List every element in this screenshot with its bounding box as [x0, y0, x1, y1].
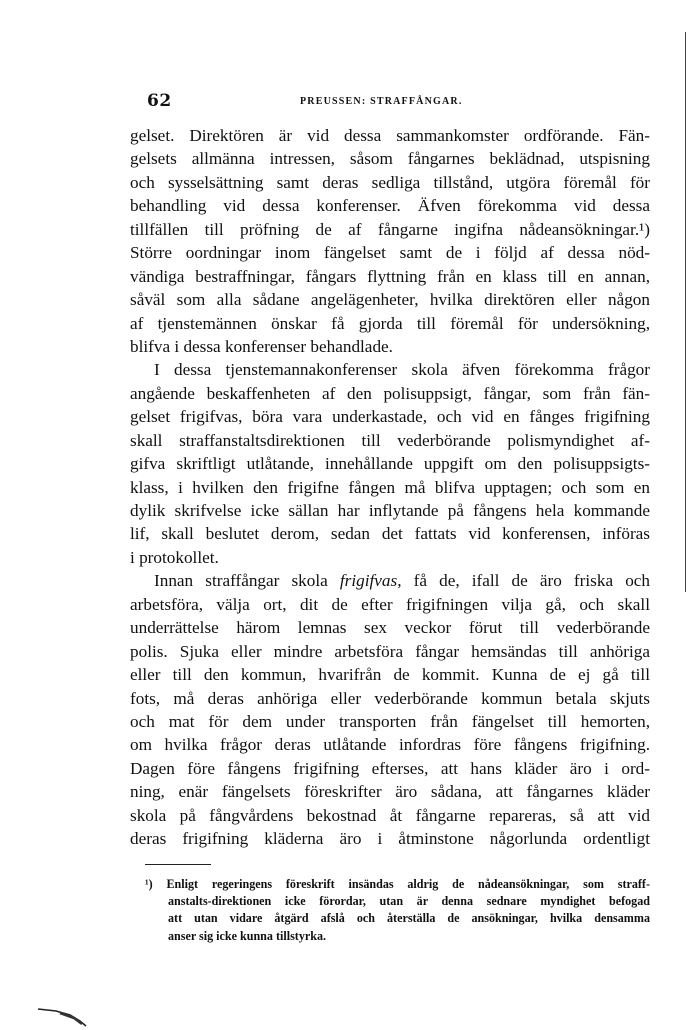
text-line: deras frigifning kläderna äro i åtminstone någorlunda ordentligt [130, 829, 650, 849]
text-line: underrättelse härom lemnas sex veckor förut till vederbörande [130, 618, 650, 638]
body-text [130, 124, 650, 851]
text-line: fots, må deras anhöriga eller vederbörande kommun betala skjuts [130, 688, 650, 708]
footnote-line: anstalts-direktionen icke förordar, utan är denna sednare myndighet befogad [168, 894, 650, 909]
text-line: Dagen före fångens frigifning efterses, att hans kläder äro i ord- [130, 758, 650, 778]
text-line: blifva i dessa konferenser behandlade. [130, 336, 393, 356]
text-segment: få de, ifall de äro friska och [413, 571, 651, 591]
text-line: arbetsföra, välja ort, dit de efter frigifningen vilja gå, och skall [130, 594, 650, 614]
text-line: lif, skall beslutet derom, sedan det fattats vid konferensen, införas [130, 524, 650, 544]
footnote [145, 876, 650, 945]
footnote-line: att utan vidare åtgärd afslå och återställa de ansökningar, hvilka densamma [168, 911, 650, 926]
text-line: skola på fångvårdens bekostnad åt fångarne repareras, så att vid [130, 805, 650, 825]
text-line: vändiga bestraffningar, fångars flyttning från en klass till en annan, [130, 266, 650, 286]
text-line: angående beskaffenheten af den polisuppsigt, fångar, som från fän- [130, 383, 650, 403]
text-line: behandling vid dessa konferenser. Äfven förekomma vid dessa [130, 196, 650, 216]
paragraph-start-line [130, 569, 650, 592]
italic-term: frigifvas, [339, 571, 402, 591]
text-line: af tjenstemännen önskar få gjorda till föremål för undersökning, [130, 313, 650, 333]
page-edge-line [685, 32, 686, 592]
page-number: 62 [147, 91, 172, 111]
footnote-line: ¹) Enligt regeringens föreskrift insändas aldrig de nådeansökningar, som straff- [145, 877, 650, 891]
text-line: i protokollet. [130, 547, 219, 567]
text-line: och mat för dem under transporten från fängelset till hemorten, [130, 711, 650, 731]
text-line: tillfällen till pröfning de af fångarne ingifna nådeansökningar.¹) [130, 219, 650, 239]
text-line: ning, enär fängelsets föreskrifter äro sådana, att fångarnes kläder [130, 782, 650, 802]
scan-smudge-mark [36, 1005, 88, 1027]
text-line: gelset. Direktören är vid dessa sammankomster ordförande. Fän- [130, 126, 650, 145]
text-line: Större oordningar inom fängelset samt de i följd af dessa nöd- [130, 243, 650, 263]
text-line: och sysselsättning samt deras sedliga tillstånd, utgöra föremål för [130, 172, 650, 192]
text-line: eller till den kommun, hvarifrån de kommit. Kunna de ej gå till [130, 665, 650, 685]
text-line: gelsets allmänna intressen, såsom fångarnes beklädnad, utspisning [130, 149, 650, 169]
text-line: om hvilka frågor deras utlåtande infordras före fångens frigifning. [130, 735, 650, 755]
text-line: såväl som alla sådane angelägenheter, hvilka direktören eller någon [130, 290, 650, 310]
footnote-divider [145, 864, 211, 865]
text-line: dylik skrifvelse icke sällan har inflytande på fångens hela kommande [130, 501, 650, 520]
footnote-line: anser sig icke kunna tillstyrka. [168, 928, 327, 943]
text-line: polis. Sjuka eller mindre arbetsföra fångar hemsändas till anhöriga [130, 641, 650, 661]
running-head: PREUSSEN: STRAFFÅNGAR. [300, 96, 463, 107]
text-line: klass, i hvilken den frigifne fången må blifva upptagen; och som en [130, 477, 650, 497]
text-segment: Innan straffångar skola [154, 571, 328, 591]
paragraph-start-line: I dessa tjenstemannakonferenser skola äfven förekomma frågor [154, 360, 650, 380]
text-line: gelset frigifvas, böra vara underkastade, och vid en fånges frigifning [130, 407, 650, 427]
text-line: gifva skriftligt utlåtande, innehållande uppgift om den polisuppsigts- [130, 454, 650, 474]
text-line: skall straffanstaltsdirektionen till vederbörande polismyndighet af- [130, 430, 650, 450]
